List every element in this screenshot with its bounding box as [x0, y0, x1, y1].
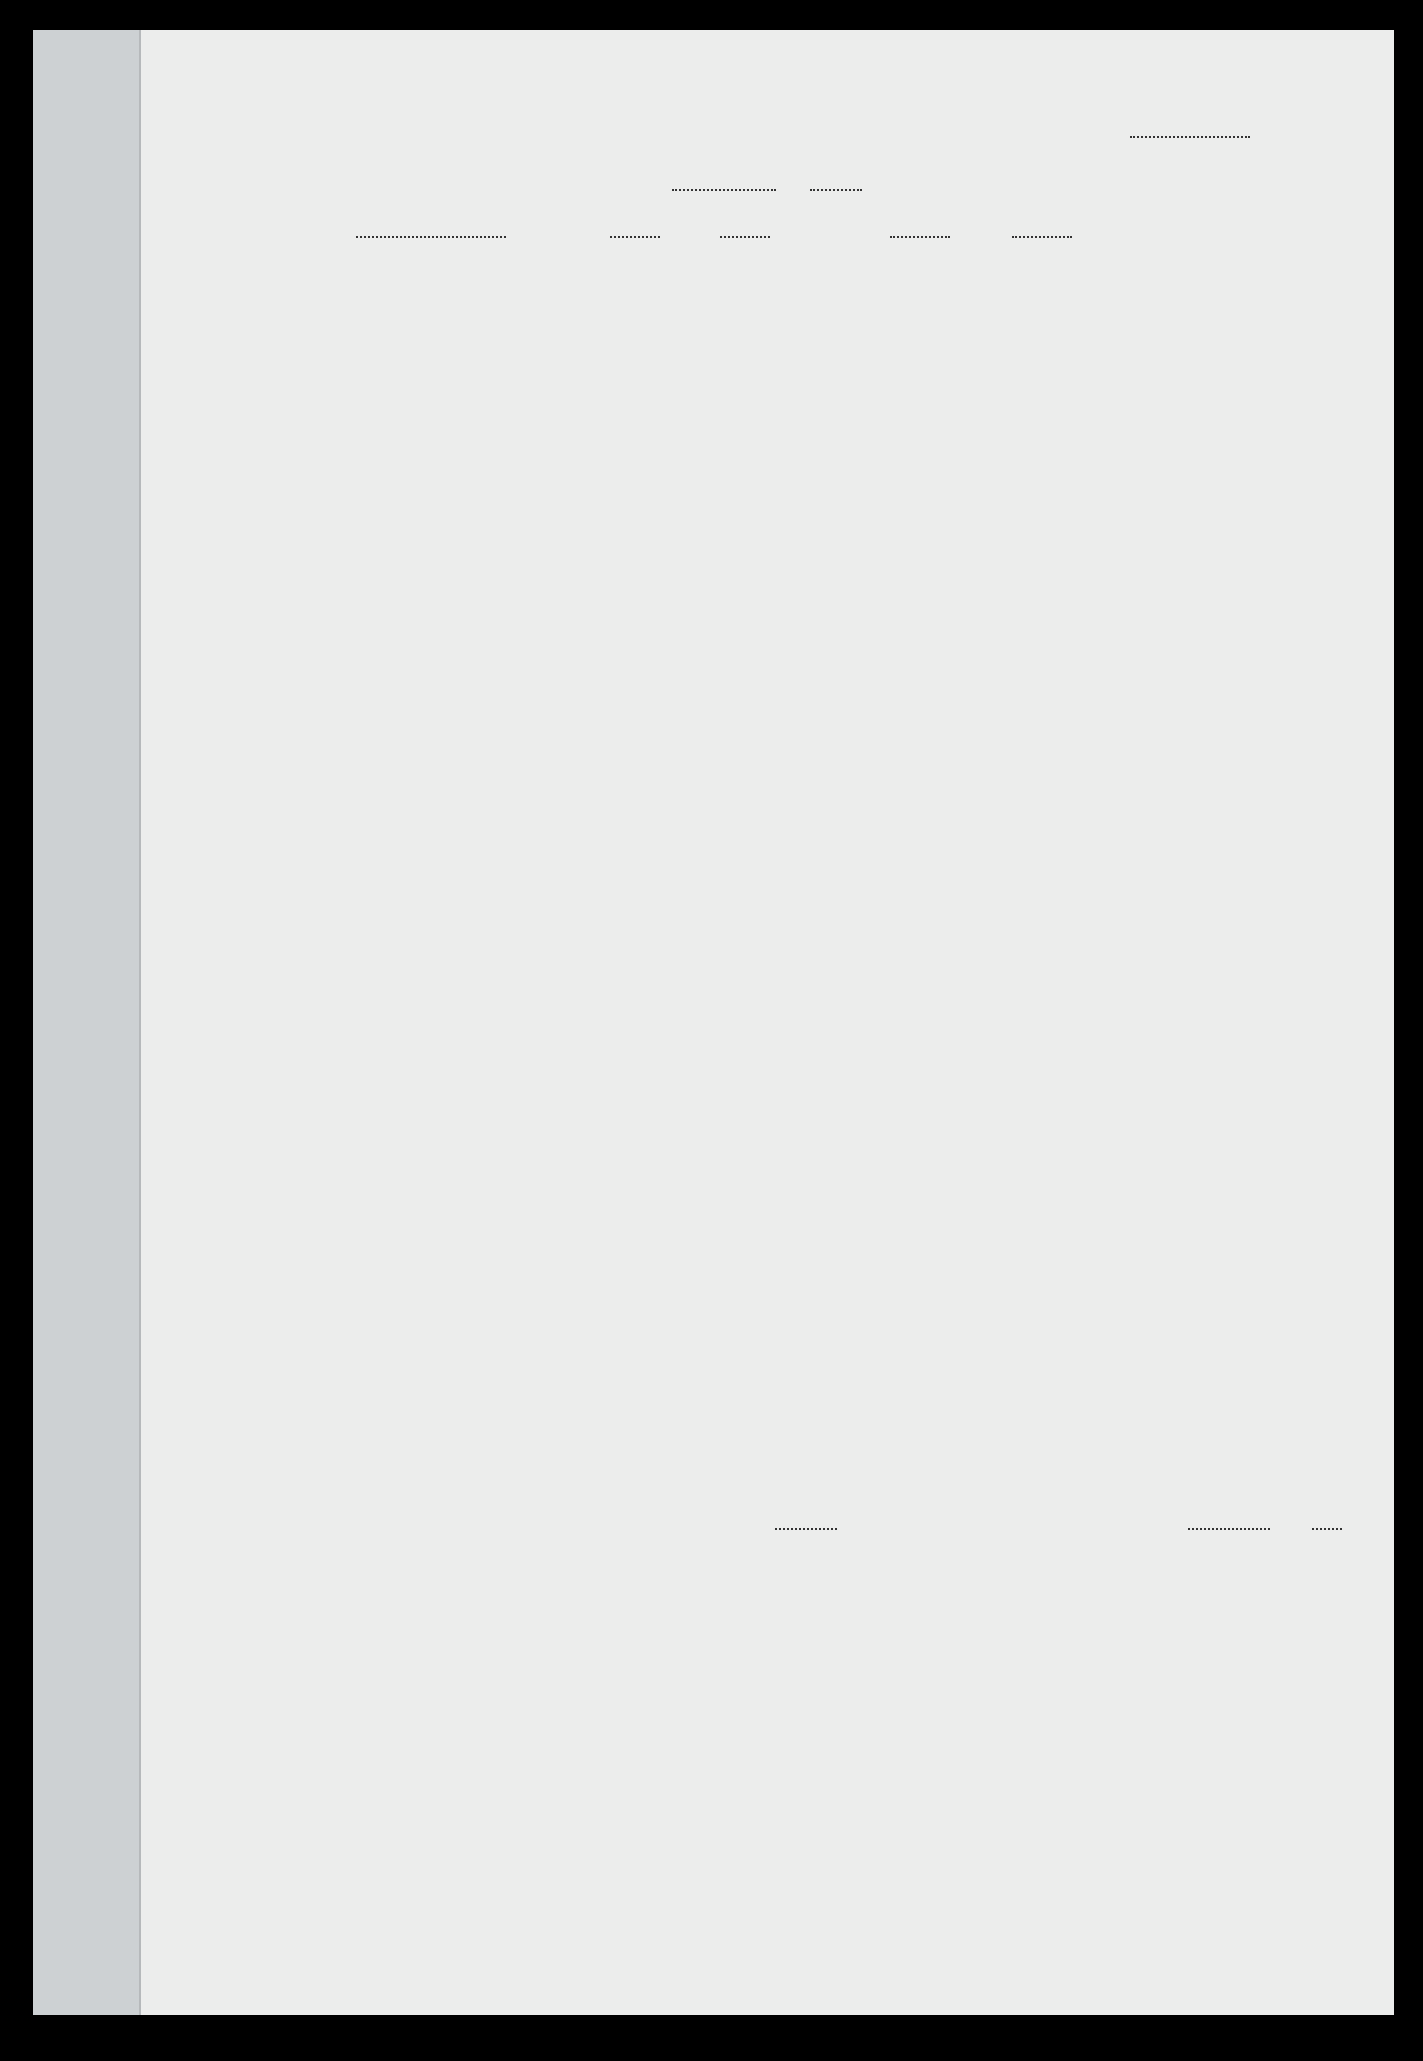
offrs-field-2 [890, 222, 950, 238]
part-d-date-field [1188, 1514, 1270, 1530]
ors-field-2 [1012, 222, 1072, 238]
offrs-field-1 [610, 222, 660, 238]
part-d-year-field [1312, 1514, 1342, 1530]
part-d-unit-field [775, 1514, 837, 1530]
we-field [356, 222, 506, 238]
date-field [672, 173, 776, 191]
ors-field-1 [720, 222, 770, 238]
year-field [810, 173, 862, 191]
serial-field [1130, 118, 1250, 138]
